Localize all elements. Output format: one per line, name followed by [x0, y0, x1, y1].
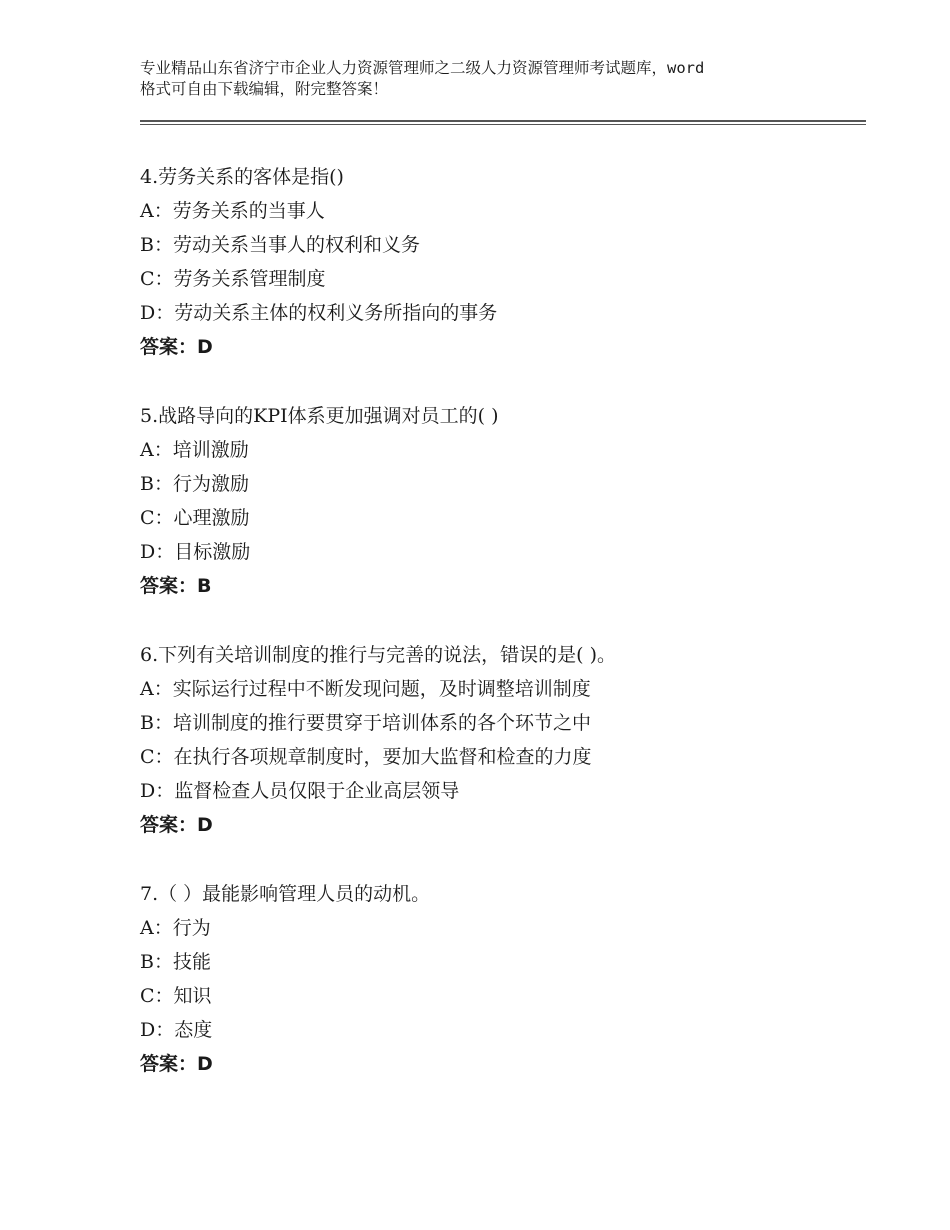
question-7	[140, 877, 866, 1081]
header-line-1: 专业精品山东省济宁市企业人力资源管理师之二级人力资源管理师考试题库，word	[140, 59, 705, 77]
option-c: C：劳务关系管理制度	[140, 268, 326, 290]
answer-label: 答案：D	[140, 814, 213, 836]
question-stem: 5.战路导向的KPI体系更加强调对员工的( )	[140, 405, 499, 427]
option-d: D：监督检查人员仅限于企业高层领导	[140, 780, 460, 802]
question-stem: 4.劳务关系的客体是指()	[140, 166, 344, 188]
header-divider-thin	[140, 124, 866, 125]
header-line-2: 格式可自由下载编辑，附完整答案！	[140, 80, 389, 98]
document-header	[140, 58, 830, 100]
option-a: A：实际运行过程中不断发现问题，及时调整培训制度	[140, 678, 591, 700]
option-d: D：目标激励	[140, 541, 251, 563]
answer-label: 答案：D	[140, 336, 213, 358]
option-a: A：培训激励	[140, 439, 249, 461]
header-divider-thick	[140, 120, 866, 122]
question-stem: 6.下列有关培训制度的推行与完善的说法，错误的是( )。	[140, 644, 616, 666]
option-a: A：行为	[140, 917, 211, 939]
option-c: C：心理激励	[140, 507, 250, 529]
answer-label: 答案：D	[140, 1053, 213, 1075]
option-a: A：劳务关系的当事人	[140, 200, 325, 222]
option-d: D：劳动关系主体的权利义务所指向的事务	[140, 302, 498, 324]
answer-label: 答案：B	[140, 575, 212, 597]
option-b: B：培训制度的推行要贯穿于培训体系的各个环节之中	[140, 712, 591, 734]
question-4	[140, 160, 866, 364]
option-b: B：技能	[140, 951, 211, 973]
option-c: C：在执行各项规章制度时，要加大监督和检查的力度	[140, 746, 592, 768]
question-stem: 7.（ ）最能影响管理人员的动机。	[140, 883, 431, 905]
question-5	[140, 399, 866, 603]
option-b: B：劳动关系当事人的权利和义务	[140, 234, 420, 256]
option-d: D：态度	[140, 1019, 213, 1041]
option-c: C：知识	[140, 985, 212, 1007]
question-6	[140, 638, 866, 842]
option-b: B：行为激励	[140, 473, 249, 495]
